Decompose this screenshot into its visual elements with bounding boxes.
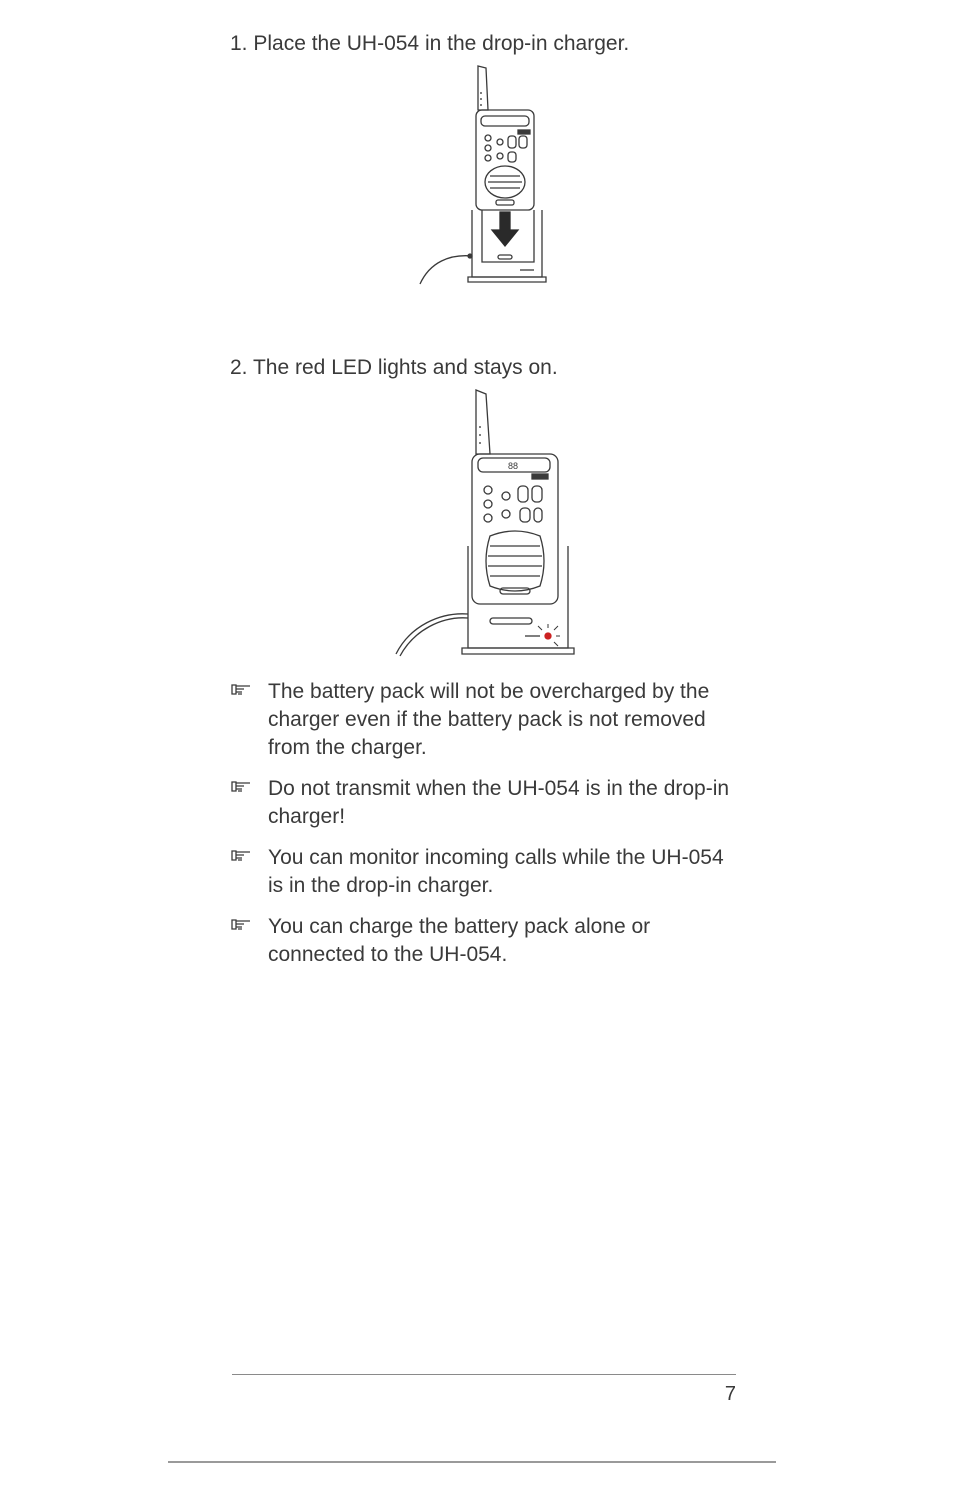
notes-list [230, 678, 730, 982]
step-2 [230, 356, 558, 380]
radio-in-charger-illustration [410, 62, 560, 288]
step-1-text: Place the UH-054 in the drop-in charger. [253, 32, 630, 55]
pointing-hand-icon [230, 846, 254, 864]
radio-charging-illustration [390, 386, 580, 658]
note-text: You can monitor incoming calls while the UH-054 is in the drop-in charger. [268, 846, 724, 897]
note-text: The battery pack will not be overcharged by the charger even if the battery pack is not removed from the charger. [268, 680, 710, 759]
pointing-hand-icon [230, 680, 254, 698]
page-number: 7 [724, 1383, 736, 1405]
red-led-icon [545, 633, 551, 639]
step-2-number: 2. [230, 356, 248, 379]
bottom-edge-line [168, 1461, 776, 1463]
step-1 [230, 32, 629, 56]
note-item [230, 913, 730, 969]
step-1-number: 1. [230, 32, 248, 55]
note-text: Do not transmit when the UH-054 is in the drop-in charger! [268, 777, 730, 828]
note-text: You can charge the battery pack alone or connected to the UH-054. [268, 915, 651, 966]
svg-text:88: 88 [508, 461, 519, 471]
note-item [230, 678, 730, 762]
note-item [230, 844, 730, 900]
down-arrow-icon [492, 212, 518, 246]
pointing-hand-icon [230, 915, 254, 933]
footer-rule [232, 1374, 736, 1375]
note-item [230, 775, 730, 831]
pointing-hand-icon [230, 777, 254, 795]
step-2-text: The red LED lights and stays on. [252, 356, 558, 379]
